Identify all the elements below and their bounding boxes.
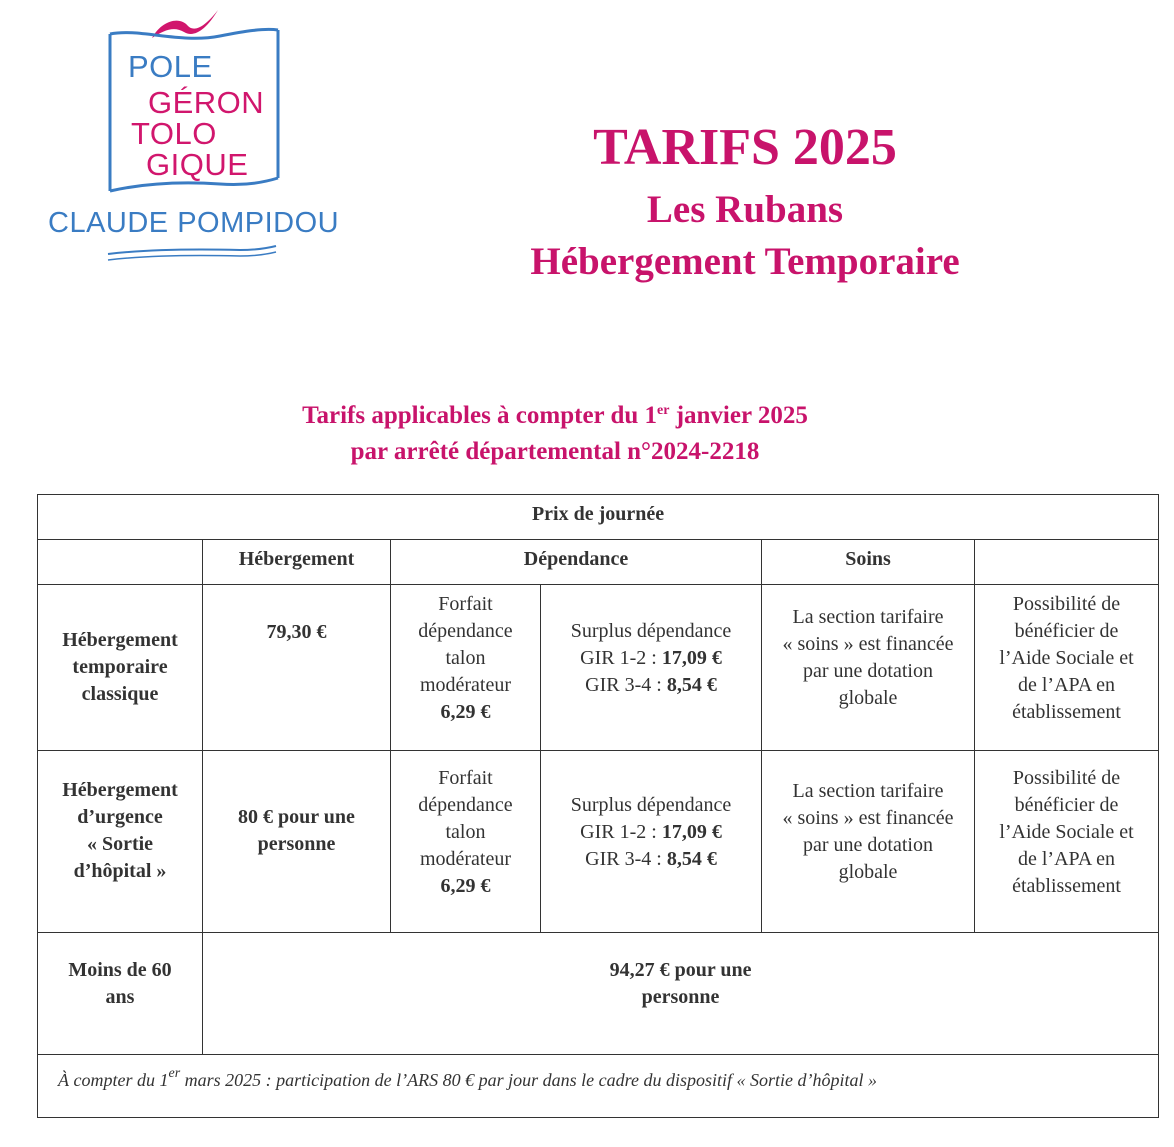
column-header-row <box>38 540 1159 585</box>
gir12-line <box>547 645 755 672</box>
gir12-label: GIR 1-2 : <box>580 647 662 669</box>
logo-text-tolo: TOLO <box>131 116 217 151</box>
gir34-label: GIR 3-4 : <box>585 848 667 870</box>
aide-line: Possibilité de <box>1012 767 1121 789</box>
column-header-hebergement: Hébergement <box>203 540 391 585</box>
column-header-empty <box>38 540 203 585</box>
soins-line: globale <box>838 687 898 709</box>
aide-line: établissement <box>1012 701 1121 723</box>
logo <box>40 6 360 274</box>
forfait-line: talon <box>445 821 486 843</box>
gir12-label: GIR 1-2 : <box>580 821 662 843</box>
soins-line: par une dotation <box>803 834 933 856</box>
footnote <box>38 1055 1159 1118</box>
footnote-text: À compter du 1 <box>58 1070 169 1090</box>
row-label-line: d’hôpital » <box>73 860 167 882</box>
row-label-line: ans <box>105 986 135 1008</box>
forfait-line: modérateur <box>419 674 512 696</box>
aide-line: établissement <box>1012 875 1121 897</box>
soins-cell <box>762 585 975 751</box>
forfait-line: talon <box>445 647 486 669</box>
forfait-value: 6,29 € <box>440 875 491 897</box>
soins-cell <box>762 751 975 933</box>
gir12-value: 17,09 € <box>661 647 722 669</box>
forfait-line: Forfait <box>438 593 493 615</box>
row-label <box>38 933 203 1055</box>
page-title: TARIFS 2025 <box>593 119 897 176</box>
row-label-line: Hébergement <box>62 779 178 801</box>
hebergement-price-line: 80 € pour une <box>238 806 355 828</box>
row-label-line: classique <box>81 683 159 705</box>
soins-line: « soins » est financée <box>782 633 954 655</box>
aide-line: de l’APA en <box>1018 848 1116 870</box>
under-60-price <box>203 933 1159 1055</box>
footnote-row <box>38 1055 1159 1118</box>
row-label-line: Moins de 60 <box>68 959 172 981</box>
aide-line: bénéficier de <box>1014 794 1119 816</box>
surplus-title: Surplus dépendance <box>570 794 732 816</box>
logo-text-claude-pompidou: CLAUDE POMPIDOU <box>48 207 340 239</box>
column-header-dependance: Dépendance <box>391 540 762 585</box>
table-title-row <box>38 495 1159 540</box>
forfait-line: dépendance <box>418 620 513 642</box>
gir34-line <box>547 846 755 873</box>
page-subtitle-residence: Les Rubans <box>646 188 844 231</box>
hebergement-price-line: personne <box>257 833 336 855</box>
under-60-price-line: 94,27 € pour une <box>609 959 752 981</box>
row-label-line: d’urgence <box>77 806 163 828</box>
gir34-value: 8,54 € <box>666 674 717 696</box>
surplus-title: Surplus dépendance <box>570 620 732 642</box>
aide-sociale-cell <box>975 751 1159 933</box>
soins-line: « soins » est financée <box>782 807 954 829</box>
under-60-price-line: personne <box>641 986 720 1008</box>
aide-sociale-cell <box>975 585 1159 751</box>
column-header-empty <box>975 540 1159 585</box>
effective-date-line <box>200 400 910 432</box>
gir12-line <box>547 819 755 846</box>
hebergement-price <box>203 751 391 933</box>
effective-date-sup: er <box>657 403 670 418</box>
table-row <box>38 585 1159 751</box>
forfait-line: modérateur <box>419 848 512 870</box>
effective-date-text-end: janvier 2025 <box>669 402 808 429</box>
table-row <box>38 751 1159 933</box>
logo-text-geron: GÉRON <box>148 85 265 120</box>
gir34-label: GIR 3-4 : <box>585 674 667 696</box>
gir12-value: 17,09 € <box>661 821 722 843</box>
forfait-line: Forfait <box>438 767 493 789</box>
forfait-cell <box>391 585 541 751</box>
column-header-soins: Soins <box>762 540 975 585</box>
row-label-line: temporaire <box>72 656 168 678</box>
forfait-line: dépendance <box>418 794 513 816</box>
row-label <box>38 751 203 933</box>
row-label-line: Hébergement <box>62 629 178 651</box>
hebergement-price: 79,30 € <box>203 585 391 751</box>
aide-line: l’Aide Sociale et <box>999 647 1134 669</box>
decree-line: par arrêté départemental n°2024-2218 <box>350 438 760 465</box>
table-title: Prix de journée <box>38 495 1159 540</box>
forfait-value: 6,29 € <box>440 701 491 723</box>
surplus-cell <box>541 751 762 933</box>
gir34-line <box>547 672 755 699</box>
effective-date-text: Tarifs applicables à compter du 1 <box>302 402 658 429</box>
aide-line: de l’APA en <box>1018 674 1116 696</box>
footnote-sup: er <box>168 1066 181 1081</box>
soins-line: globale <box>838 861 898 883</box>
gir34-value: 8,54 € <box>666 848 717 870</box>
tariff-table <box>37 494 1159 1118</box>
table-row <box>38 933 1159 1055</box>
footnote-text-end: mars 2025 : participation de l’ARS 80 € par jour dans le cadre du dispositif « Sortie d’hôpital » <box>180 1070 877 1090</box>
page-subtitle-service: Hébergement Temporaire <box>530 240 960 283</box>
logo-text-gique: GIQUE <box>146 147 249 182</box>
row-label-line: « Sortie <box>86 833 154 855</box>
soins-line: La section tarifaire <box>792 606 944 628</box>
forfait-cell <box>391 751 541 933</box>
soins-line: par une dotation <box>803 660 933 682</box>
aide-line: bénéficier de <box>1014 620 1119 642</box>
aide-line: Possibilité de <box>1012 593 1121 615</box>
aide-line: l’Aide Sociale et <box>999 821 1134 843</box>
surplus-cell <box>541 585 762 751</box>
soins-line: La section tarifaire <box>792 780 944 802</box>
row-label <box>38 585 203 751</box>
logo-text-pole: POLE <box>128 49 213 84</box>
